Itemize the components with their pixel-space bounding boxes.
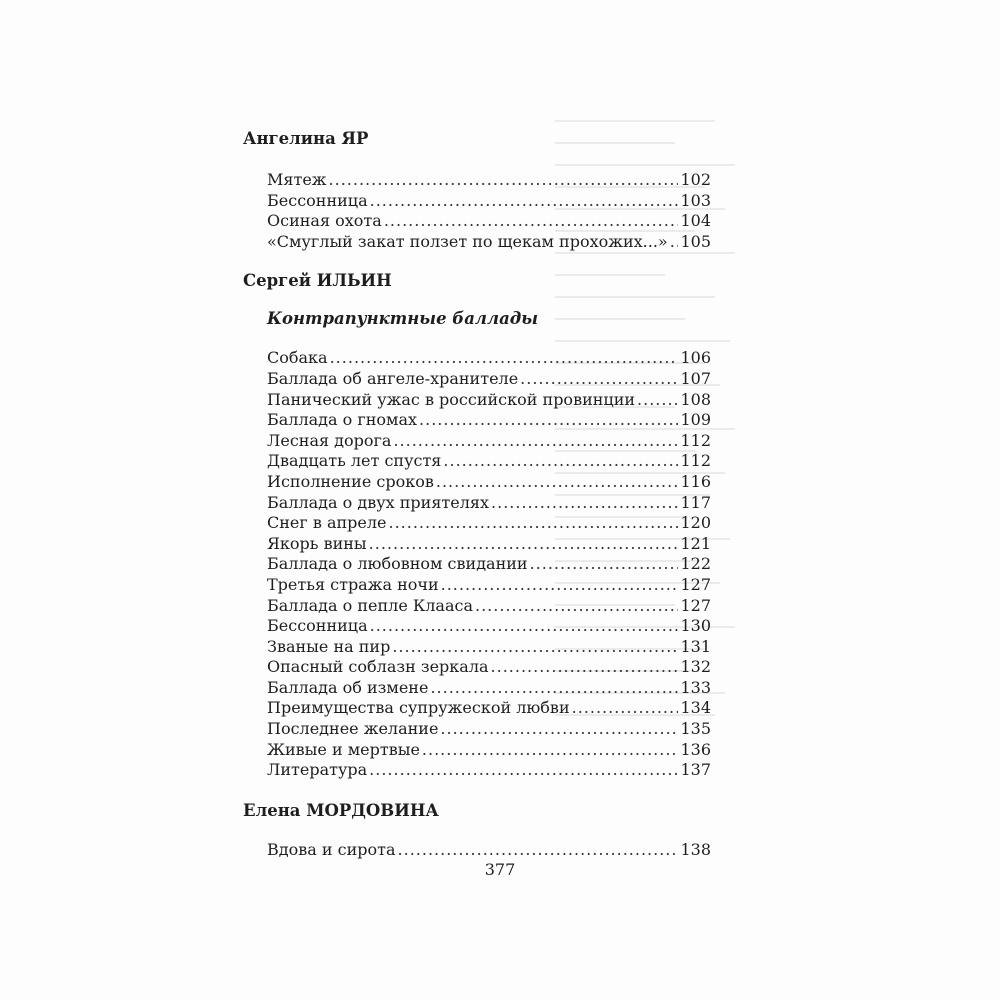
toc-entry [267, 534, 711, 555]
entry-page-number: 108 [680, 389, 711, 409]
toc-entry [267, 390, 711, 411]
toc-entry [267, 740, 711, 761]
toc-entry [267, 211, 711, 232]
dot-leader [637, 390, 678, 411]
toc-entry [267, 596, 711, 617]
entry-title: Вдова и сирота [267, 839, 396, 859]
entry-page-number: 121 [680, 533, 711, 553]
entry-page-number: 106 [680, 348, 711, 368]
entry-page-number: 137 [680, 760, 711, 780]
entry-title: Собака [267, 348, 328, 368]
entry-page-number: 112 [680, 430, 711, 450]
dot-leader [384, 211, 679, 232]
entry-title: Мятеж [267, 170, 327, 189]
dot-leader [422, 740, 679, 761]
dot-leader [443, 451, 678, 472]
entry-list [267, 170, 711, 252]
entry-title: Баллада об ангеле-хранителе [267, 368, 519, 388]
entry-title: Баллада об измене [267, 677, 429, 697]
entry-title: Баллада о двух приятелях [267, 492, 490, 512]
dot-leader [520, 369, 678, 390]
dot-leader [398, 840, 679, 861]
dot-leader [388, 513, 678, 534]
entry-title: Двадцать лет спустя [267, 451, 442, 471]
toc-entry [267, 369, 711, 390]
toc-entry [267, 431, 711, 452]
dot-leader [392, 637, 678, 658]
toc-section [243, 270, 711, 780]
entry-page-number: 104 [680, 211, 711, 231]
toc-section [243, 128, 711, 252]
dot-leader [329, 170, 679, 191]
entry-title: Панический ужас в российской провинции [267, 389, 636, 409]
entry-list [267, 348, 711, 780]
dot-leader [670, 232, 679, 253]
dot-leader [491, 657, 679, 678]
toc-entry [267, 554, 711, 575]
dot-leader [369, 534, 679, 555]
toc-entry [267, 170, 711, 191]
toc-entry [267, 472, 711, 493]
entry-page-number: 136 [680, 739, 711, 759]
dot-leader [491, 493, 678, 514]
page-number: 377 [484, 860, 516, 879]
table-of-contents [243, 128, 711, 860]
toc-section [243, 800, 711, 861]
cycle-title: Контрапунктные баллады [267, 309, 539, 329]
entry-page-number: 117 [680, 492, 711, 512]
author-heading: Ангелина ЯР [243, 129, 369, 148]
entry-page-number: 130 [680, 616, 711, 636]
dot-leader [393, 431, 678, 452]
entry-title: Баллада о гномах [267, 410, 418, 430]
toc-entry [267, 760, 711, 781]
entry-page-number: 112 [680, 451, 711, 471]
entry-title: Третья стража ночи [267, 574, 439, 594]
toc-entry [267, 657, 711, 678]
entry-page-number: 105 [680, 231, 711, 251]
entry-title: Бессонница [267, 616, 368, 636]
entry-title: «Смуглый закат ползет по щекам прохожих...» [267, 231, 668, 251]
entry-page-number: 116 [680, 471, 711, 491]
toc-entry [267, 513, 711, 534]
entry-title: Якорь вины [267, 533, 367, 553]
entry-title: Преимущества супружеской любви [267, 698, 570, 718]
toc-entry [267, 232, 711, 253]
entry-page-number: 102 [680, 170, 711, 189]
toc-entry [267, 698, 711, 719]
toc-entry [267, 840, 711, 861]
entry-page-number: 122 [680, 554, 711, 574]
entry-page-number: 107 [680, 368, 711, 388]
entry-page-number: 120 [680, 513, 711, 533]
author-heading: Елена МОРДОВИНА [243, 800, 439, 820]
dot-leader [572, 698, 679, 719]
entry-title: Баллада о любовном свидании [267, 554, 528, 574]
entry-title: Баллада о пепле Клааса [267, 595, 473, 615]
dot-leader [370, 616, 679, 637]
dot-leader [475, 596, 678, 617]
dot-leader [369, 760, 678, 781]
entry-title: Бессонница [267, 190, 368, 210]
entry-title: Званые на пир [267, 636, 391, 656]
toc-entry [267, 410, 711, 431]
entry-page-number: 131 [680, 636, 711, 656]
toc-entry [267, 191, 711, 212]
toc-entry [267, 678, 711, 699]
dot-leader [419, 410, 678, 431]
entry-page-number: 135 [680, 719, 711, 739]
dot-leader [370, 191, 679, 212]
dot-leader [330, 348, 679, 369]
entry-page-number: 132 [680, 657, 711, 677]
entry-title: Лесная дорога [267, 430, 392, 450]
entry-title: Снег в апреле [267, 513, 387, 533]
dot-leader [441, 575, 679, 596]
entry-page-number: 103 [680, 190, 711, 210]
entry-title: Исполнение сроков [267, 471, 434, 491]
entry-title: Литература [267, 760, 368, 780]
toc-entry [267, 451, 711, 472]
entry-title: Осиная охота [267, 211, 382, 231]
toc-entry [267, 637, 711, 658]
entry-list [267, 840, 711, 861]
entry-page-number: 134 [680, 698, 711, 718]
entry-title: Последнее желание [267, 719, 439, 739]
toc-entry [267, 348, 711, 369]
entry-page-number: 133 [680, 677, 711, 697]
entry-page-number: 127 [680, 595, 711, 615]
dot-leader [436, 472, 679, 493]
entry-page-number: 109 [680, 410, 711, 430]
dot-leader [530, 554, 679, 575]
entry-title: Опасный соблазн зеркала [267, 657, 489, 677]
entry-page-number: 127 [680, 574, 711, 594]
author-heading: Сергей ИЛЬИН [243, 271, 392, 291]
entry-page-number: 138 [680, 839, 711, 859]
entry-title: Живые и мертвые [267, 739, 420, 759]
dot-leader [430, 678, 678, 699]
toc-entry [267, 493, 711, 514]
toc-entry [267, 616, 711, 637]
toc-entry [267, 575, 711, 596]
toc-entry [267, 719, 711, 740]
dot-leader [440, 719, 678, 740]
